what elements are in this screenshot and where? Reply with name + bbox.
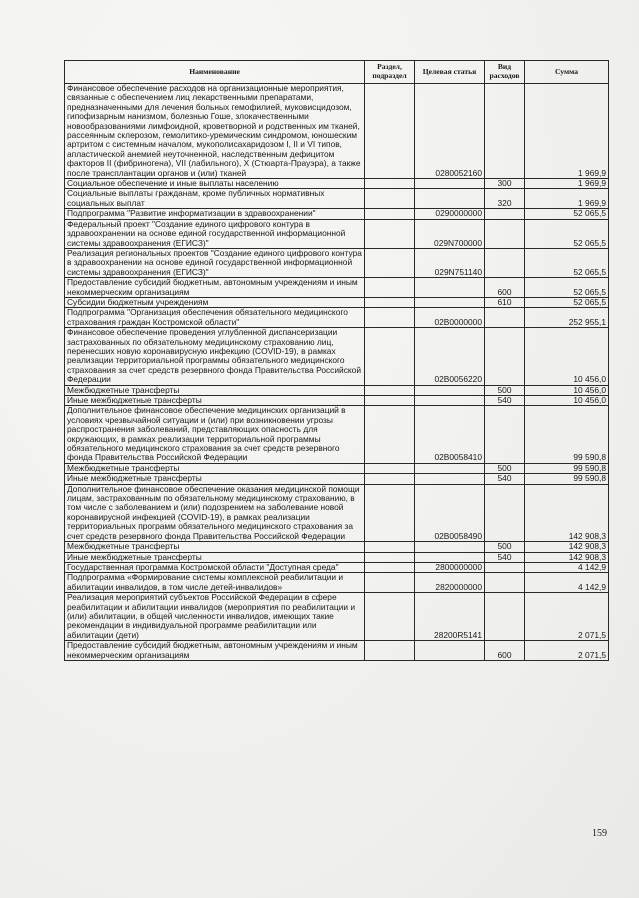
cell-name: Предоставление субсидий бюджетным, автономным учреждениям и иным некоммерческим организациям xyxy=(65,278,365,298)
header-section: Раздел, подраздел xyxy=(365,61,415,84)
cell-sum: 142 908,3 xyxy=(525,552,609,562)
cell-sum: 52 065,5 xyxy=(525,209,609,219)
cell-section xyxy=(365,552,415,562)
cell-sum: 1 969,9 xyxy=(525,84,609,179)
cell-sum: 4 142,9 xyxy=(525,562,609,572)
cell-section xyxy=(365,463,415,473)
table-row xyxy=(65,84,609,179)
cell-kind xyxy=(485,328,525,385)
table-row xyxy=(65,297,609,307)
cell-section xyxy=(365,328,415,385)
cell-sum: 10 456,0 xyxy=(525,328,609,385)
cell-kind xyxy=(485,562,525,572)
cell-target: 0280052160 xyxy=(415,84,485,179)
cell-name: Государственная программа Костромской области "Доступная среда" xyxy=(65,562,365,572)
cell-section xyxy=(365,406,415,463)
cell-target xyxy=(415,542,485,552)
cell-sum: 99 590,8 xyxy=(525,474,609,484)
cell-section xyxy=(365,219,415,248)
cell-target: 2820000000 xyxy=(415,573,485,593)
cell-target xyxy=(415,641,485,661)
cell-target xyxy=(415,179,485,189)
cell-sum: 4 142,9 xyxy=(525,573,609,593)
cell-name: Подпрограмма «Формирование системы комплексной реабилитации и абилитации инвалидов, в том числе детей-инвалидов» xyxy=(65,573,365,593)
cell-name: Финансовое обеспечение расходов на организационные мероприятия, связанные с обеспечением лиц лекарственными препаратами, предназначенными для лечения больных гемофилией, муковисцидозом, гипофизарным нанизмом, болезнью Гоше, злокачественными новообразованиями лимфоидной, кроветворной и родственных им тканей, рассеянным склерозом, гемолитико-уремическим синдромом, юношеским артритом с системным началом, мукополисахаридозом I, II и VI типов, апластической анемией неуточненной, наследственным дефицитом факторов II (фибриногена), VII (лабильного), X (Стюарта-Прауэра), а также после трансплантации органов и (или) тканей xyxy=(65,84,365,179)
cell-name: Иные межбюджетные трансферты xyxy=(65,552,365,562)
cell-section xyxy=(365,385,415,395)
cell-target: 029N700000 xyxy=(415,219,485,248)
cell-kind: 600 xyxy=(485,641,525,661)
cell-target: 02В0000000 xyxy=(415,308,485,328)
table-row xyxy=(65,484,609,541)
table-header-row xyxy=(65,61,609,84)
cell-section xyxy=(365,308,415,328)
table-row xyxy=(65,542,609,552)
table-row xyxy=(65,219,609,248)
cell-target: 2800000000 xyxy=(415,562,485,572)
cell-name: Социальное обеспечение и иные выплаты населению xyxy=(65,179,365,189)
cell-kind xyxy=(485,209,525,219)
cell-name: Реализация мероприятий субъектов Российской Федерации в сфере реабилитации и абилитации инвалидов (мероприятия по реабилитации и (или) абилитации, в общей численности инвалидов, имеющих такие рекомендации в индивидуальной программе реабилитации или абилитации (дети) xyxy=(65,593,365,641)
budget-table xyxy=(64,60,609,661)
cell-kind: 610 xyxy=(485,297,525,307)
cell-target xyxy=(415,278,485,298)
cell-section xyxy=(365,593,415,641)
cell-sum: 2 071,5 xyxy=(525,593,609,641)
cell-sum: 252 955,1 xyxy=(525,308,609,328)
cell-name: Подпрограмма "Организация обеспечения обязательного медицинского страхования граждан Костромской области" xyxy=(65,308,365,328)
header-name: Наименование xyxy=(65,61,365,84)
cell-target: 02В0058490 xyxy=(415,484,485,541)
cell-sum: 142 908,3 xyxy=(525,484,609,541)
cell-name: Субсидии бюджетным учреждениям xyxy=(65,297,365,307)
cell-sum: 142 908,3 xyxy=(525,542,609,552)
cell-section xyxy=(365,484,415,541)
cell-target xyxy=(415,474,485,484)
cell-kind xyxy=(485,593,525,641)
cell-name: Межбюджетные трансферты xyxy=(65,385,365,395)
cell-target xyxy=(415,463,485,473)
table-row xyxy=(65,552,609,562)
cell-sum: 52 065,5 xyxy=(525,219,609,248)
cell-kind xyxy=(485,573,525,593)
table-row xyxy=(65,308,609,328)
table-row xyxy=(65,179,609,189)
cell-section xyxy=(365,297,415,307)
cell-target xyxy=(415,189,485,209)
cell-kind xyxy=(485,308,525,328)
cell-name: Подпрограмма "Развитие информатизации в здравоохранении" xyxy=(65,209,365,219)
table-row xyxy=(65,474,609,484)
table-row xyxy=(65,463,609,473)
cell-kind xyxy=(485,484,525,541)
cell-section xyxy=(365,84,415,179)
cell-kind: 540 xyxy=(485,552,525,562)
cell-target xyxy=(415,385,485,395)
cell-section xyxy=(365,562,415,572)
table-row xyxy=(65,406,609,463)
cell-name: Федеральный проект "Создание единого цифрового контура в здравоохранении на основе единой государственной информационной системы здравоохранения (ЕГИСЗ)" xyxy=(65,219,365,248)
cell-name: Реализация региональных проектов "Создание единого цифрового контура в здравоохранении на основе единой государственной информационной системы здравоохранения (ЕГИСЗ)" xyxy=(65,248,365,277)
cell-section xyxy=(365,396,415,406)
header-sum: Сумма xyxy=(525,61,609,84)
table-row xyxy=(65,573,609,593)
cell-name: Социальные выплаты гражданам, кроме публичных нормативных социальных выплат xyxy=(65,189,365,209)
cell-target: 029N751140 xyxy=(415,248,485,277)
cell-kind: 300 xyxy=(485,179,525,189)
cell-sum: 2 071,5 xyxy=(525,641,609,661)
cell-kind xyxy=(485,248,525,277)
cell-section xyxy=(365,189,415,209)
cell-target: 02В0058410 xyxy=(415,406,485,463)
cell-sum: 10 456,0 xyxy=(525,396,609,406)
cell-section xyxy=(365,573,415,593)
cell-kind: 600 xyxy=(485,278,525,298)
cell-name: Иные межбюджетные трансферты xyxy=(65,474,365,484)
cell-section xyxy=(365,542,415,552)
table-row xyxy=(65,278,609,298)
cell-kind xyxy=(485,84,525,179)
cell-sum: 1 969,9 xyxy=(525,179,609,189)
cell-target xyxy=(415,552,485,562)
cell-name: Дополнительное финансовое обеспечение оказания медицинской помощи лицам, застрахованным по обязательному медицинскому страхованию, в том числе с заболеванием и (или) подозрением на заболевание новой коронавирусной инфекцией (COVID-19), в рамках реализации территориальных программ обязательного медицинского страхования за счет средств резервного фонда Правительства Российской Федерации xyxy=(65,484,365,541)
cell-section xyxy=(365,474,415,484)
cell-section xyxy=(365,278,415,298)
cell-kind: 500 xyxy=(485,385,525,395)
table-row xyxy=(65,328,609,385)
cell-target: 0290000000 xyxy=(415,209,485,219)
cell-sum: 10 456,0 xyxy=(525,385,609,395)
cell-kind: 540 xyxy=(485,474,525,484)
table-row xyxy=(65,641,609,661)
cell-kind: 540 xyxy=(485,396,525,406)
cell-name: Межбюджетные трансферты xyxy=(65,542,365,552)
cell-sum: 52 065,5 xyxy=(525,248,609,277)
cell-sum: 99 590,8 xyxy=(525,406,609,463)
cell-sum: 99 590,8 xyxy=(525,463,609,473)
cell-sum: 52 065,5 xyxy=(525,278,609,298)
cell-section xyxy=(365,179,415,189)
header-kind: Вид расходов xyxy=(485,61,525,84)
cell-sum: 1 969,9 xyxy=(525,189,609,209)
table-row xyxy=(65,189,609,209)
table-row xyxy=(65,209,609,219)
cell-kind: 500 xyxy=(485,463,525,473)
cell-kind xyxy=(485,406,525,463)
table-row xyxy=(65,562,609,572)
cell-section xyxy=(365,209,415,219)
cell-name: Иные межбюджетные трансферты xyxy=(65,396,365,406)
cell-target: 02В0056220 xyxy=(415,328,485,385)
cell-target xyxy=(415,297,485,307)
cell-target xyxy=(415,396,485,406)
cell-name: Дополнительное финансовое обеспечение медицинских организаций в условиях чрезвычайной ситуации и (или) при возникновении угрозы распространения заболеваний, представляющих опасность для окружающих, в рамках реализации территориальной программы обязательного медицинского страхования за счет средств резервного фонда Правительства Российской Федерации xyxy=(65,406,365,463)
cell-target: 28200R5141 xyxy=(415,593,485,641)
table-row xyxy=(65,593,609,641)
cell-name: Межбюджетные трансферты xyxy=(65,463,365,473)
table-row xyxy=(65,385,609,395)
page-number: 159 xyxy=(592,828,607,839)
cell-name: Предоставление субсидий бюджетным, автономным учреждениям и иным некоммерческим организациям xyxy=(65,641,365,661)
cell-section xyxy=(365,641,415,661)
cell-name: Финансовое обеспечение проведения углубленной диспансеризации застрахованных по обязательному медицинскому страхованию лиц, перенесших новую коронавирусную инфекцию (COVID-19), в рамках реализации территориальной программы обязательного медицинского страхования за счет средств резервного фонда Правительства Российской Федерации xyxy=(65,328,365,385)
cell-sum: 52 065,5 xyxy=(525,297,609,307)
table-row xyxy=(65,248,609,277)
header-target: Целевая статья xyxy=(415,61,485,84)
cell-kind: 500 xyxy=(485,542,525,552)
table-row xyxy=(65,396,609,406)
cell-kind: 320 xyxy=(485,189,525,209)
cell-section xyxy=(365,248,415,277)
cell-kind xyxy=(485,219,525,248)
